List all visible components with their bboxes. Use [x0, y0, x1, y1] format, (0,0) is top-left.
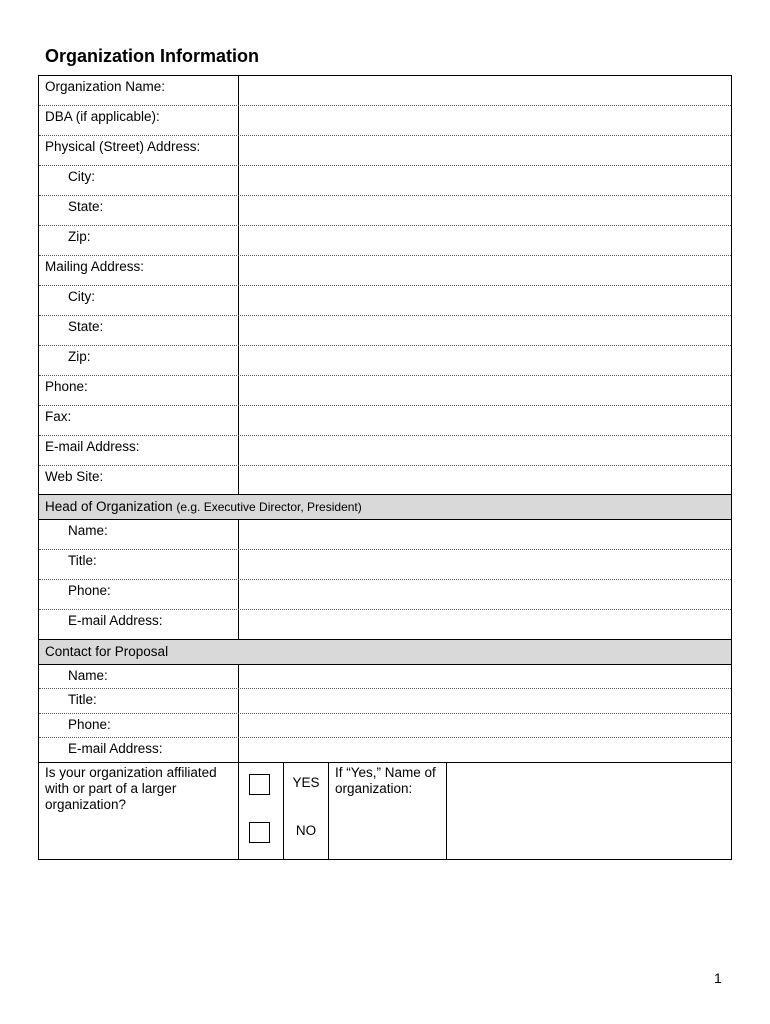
field-input[interactable]	[239, 226, 731, 255]
form-row	[39, 196, 731, 226]
field-label: Zip:	[39, 346, 239, 375]
field-input[interactable]	[239, 76, 731, 105]
field-input[interactable]	[239, 610, 731, 639]
contact-section-title: Contact for Proposal	[39, 640, 731, 664]
form-row	[39, 466, 731, 495]
field-input[interactable]	[239, 256, 731, 285]
form-row	[39, 316, 731, 346]
organization-info-table	[38, 75, 732, 860]
field-label: Title:	[39, 550, 239, 579]
field-input[interactable]	[239, 166, 731, 195]
no-label: NO	[295, 823, 317, 838]
field-input[interactable]	[239, 286, 731, 315]
field-input[interactable]	[239, 376, 731, 405]
field-label: Phone:	[39, 714, 239, 737]
form-row	[39, 406, 731, 436]
form-row	[39, 376, 731, 406]
affiliation-row	[39, 763, 731, 859]
form-row	[39, 714, 731, 738]
form-row	[39, 665, 731, 689]
form-row	[39, 346, 731, 376]
field-label: State:	[39, 316, 239, 345]
field-label: Fax:	[39, 406, 239, 435]
field-label: Web Site:	[39, 466, 239, 494]
form-title: Organization Information	[45, 46, 259, 66]
yes-checkbox[interactable]	[249, 774, 270, 795]
field-label: E-mail Address:	[39, 436, 239, 465]
field-input[interactable]	[239, 316, 731, 345]
field-label: DBA (if applicable):	[39, 106, 239, 135]
field-label: Name:	[39, 520, 239, 549]
affiliation-question: Is your organization affiliated with or part of a larger organization?	[39, 763, 239, 859]
form-row	[39, 610, 731, 640]
field-label: Physical (Street) Address:	[39, 136, 239, 165]
field-input[interactable]	[239, 665, 731, 688]
field-label: E-mail Address:	[39, 610, 239, 639]
field-input[interactable]	[239, 196, 731, 225]
field-input[interactable]	[239, 580, 731, 609]
field-label: Zip:	[39, 226, 239, 255]
field-input[interactable]	[239, 466, 731, 494]
form-row	[39, 76, 731, 106]
contact-for-proposal-header	[39, 640, 731, 665]
yes-no-labels	[284, 763, 329, 859]
field-label: Name:	[39, 665, 239, 688]
head-section-title: Head of Organization	[45, 499, 173, 514]
no-checkbox[interactable]	[249, 822, 270, 843]
if-yes-label: If “Yes,” Name of organization:	[329, 763, 447, 859]
field-label: Title:	[39, 689, 239, 713]
field-label: State:	[39, 196, 239, 225]
organization-rows	[39, 76, 731, 495]
head-of-organization-header	[39, 495, 731, 520]
field-label: Mailing Address:	[39, 256, 239, 285]
form-row	[39, 520, 731, 550]
form-row	[39, 286, 731, 316]
field-input[interactable]	[239, 520, 731, 549]
form-row	[39, 106, 731, 136]
parent-organization-name-field[interactable]	[447, 763, 731, 859]
form-row	[39, 436, 731, 466]
form-row	[39, 738, 731, 763]
field-label: Organization Name:	[39, 76, 239, 105]
field-label: City:	[39, 166, 239, 195]
field-label: City:	[39, 286, 239, 315]
field-label: Phone:	[39, 376, 239, 405]
head-section-note: (e.g. Executive Director, President)	[176, 500, 362, 514]
page-number: 1	[714, 970, 722, 986]
field-input[interactable]	[239, 689, 731, 713]
form-row	[39, 689, 731, 714]
form-row	[39, 550, 731, 580]
field-input[interactable]	[239, 346, 731, 375]
field-input[interactable]	[239, 550, 731, 579]
form-row	[39, 256, 731, 286]
form-row	[39, 226, 731, 256]
field-label: Phone:	[39, 580, 239, 609]
form-row	[39, 166, 731, 196]
field-input[interactable]	[239, 436, 731, 465]
head-of-organization-rows	[39, 520, 731, 640]
contact-for-proposal-rows	[39, 665, 731, 763]
affiliation-checkbox-column	[239, 763, 284, 859]
form-row	[39, 136, 731, 166]
form-row	[39, 580, 731, 610]
field-input[interactable]	[239, 406, 731, 435]
field-input[interactable]	[239, 714, 731, 737]
field-input[interactable]	[239, 136, 731, 165]
field-input[interactable]	[239, 738, 731, 762]
field-input[interactable]	[239, 106, 731, 135]
yes-label: YES	[292, 775, 320, 790]
field-label: E-mail Address:	[39, 738, 239, 762]
